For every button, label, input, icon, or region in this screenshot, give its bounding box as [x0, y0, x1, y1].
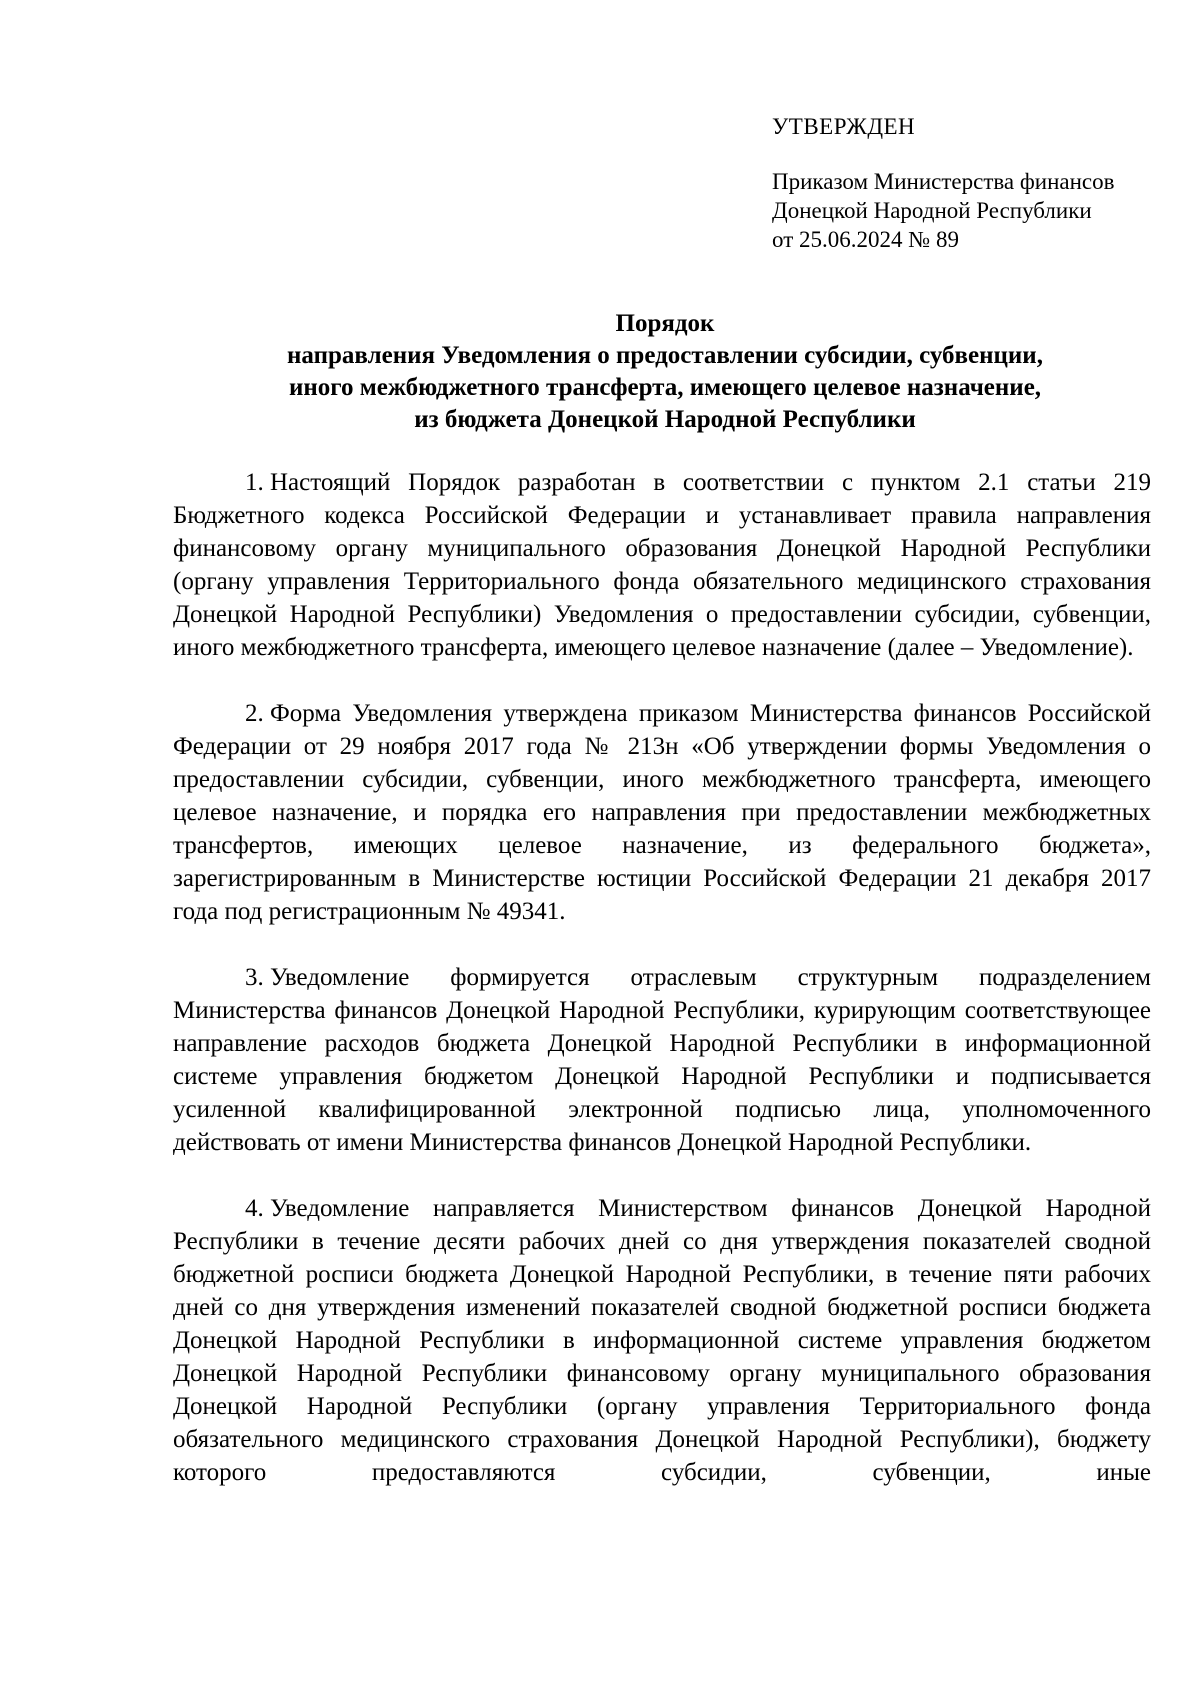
paragraph-number: 1.	[245, 469, 264, 496]
paragraph-number: 4.	[245, 1195, 264, 1222]
approval-republic-line: Донецкой Народной Республики	[772, 198, 1092, 223]
paragraph-text: Уведомление направляется Министерством финансов Донецкой Народной Республики в течение десяти рабочих дней со дня утверждения показателей сводной бюджетной росписи бюджета Донецкой Народной Республики, в течение пяти рабочих дней со дня утверждения изменений показателей сводной бюджетной росписи бюджета Донецкой Народной Республики в информационной системе управления бюджетом Донецкой Народной Республики финансовому органу муниципального образования Донецкой Народной Республики (органу управления Территориального фонда обязательного медицинского страхования Донецкой Народной Республики), бюджету которого предоставляются субсидии, субвенции, иные	[173, 1195, 1151, 1486]
approval-stamp: УТВЕРЖДЕН	[772, 114, 916, 139]
paragraph-3	[173, 961, 1151, 1159]
document-body	[173, 466, 1151, 1489]
paragraph-text: Форма Уведомления утверждена приказом Министерства финансов Российской Федерации от 29 ноября 2017 года № 213н «Об утверждении формы Уведомления о предоставлении субсидии, субвенции, иного межбюджетного трансферта, имеющего целевое назначение, и порядка его направления при предоставлении межбюджетных трансфертов, имеющих целевое назначение, из федерального бюджета», зарегистрированным в Министерстве юстиции Российской Федерации 21 декабря 2017 года под регистрационным № 49341.	[173, 700, 1151, 925]
approval-order-line: Приказом Министерства финансов	[772, 169, 1115, 194]
paragraph-number: 3.	[245, 964, 264, 991]
title-line-2: направления Уведомления о предоставлении субсидии, субвенции,	[287, 342, 1043, 369]
approval-block	[772, 112, 1172, 254]
paragraph-1	[173, 466, 1151, 664]
document-title	[150, 308, 1180, 436]
paragraph-text: Уведомление формируется отраслевым структурным подразделением Министерства финансов Донецкой Народной Республики, курирующим соответствующее направление расходов бюджета Донецкой Народной Республики в информационной системе управления бюджетом Донецкой Народной Республики и подписывается усиленной квалифицированной электронной подписью лица, уполномоченного действовать от имени Министерства финансов Донецкой Народной Республики.	[173, 964, 1151, 1156]
title-line-3: иного межбюджетного трансферта, имеющего целевое назначение,	[288, 374, 1042, 401]
paragraph-4	[173, 1192, 1151, 1489]
approval-date-number: от 25.06.2024 № 89	[772, 227, 959, 252]
paragraph-2	[173, 697, 1151, 928]
title-line-1: Порядок	[615, 310, 715, 337]
paragraph-number: 2.	[245, 700, 264, 727]
title-line-4: из бюджета Донецкой Народной Республики	[414, 406, 916, 433]
paragraph-text: Настоящий Порядок разработан в соответствии с пунктом 2.1 статьи 219 Бюджетного кодекса Российской Федерации и устанавливает правила направления финансовому органу муниципального образования Донецкой Народной Республики (органу управления Территориального фонда обязательного медицинского страхования Донецкой Народной Республики) Уведомления о предоставлении субсидии, субвенции, иного межбюджетного трансферта, имеющего целевое назначение (далее – Уведомление).	[173, 469, 1151, 661]
